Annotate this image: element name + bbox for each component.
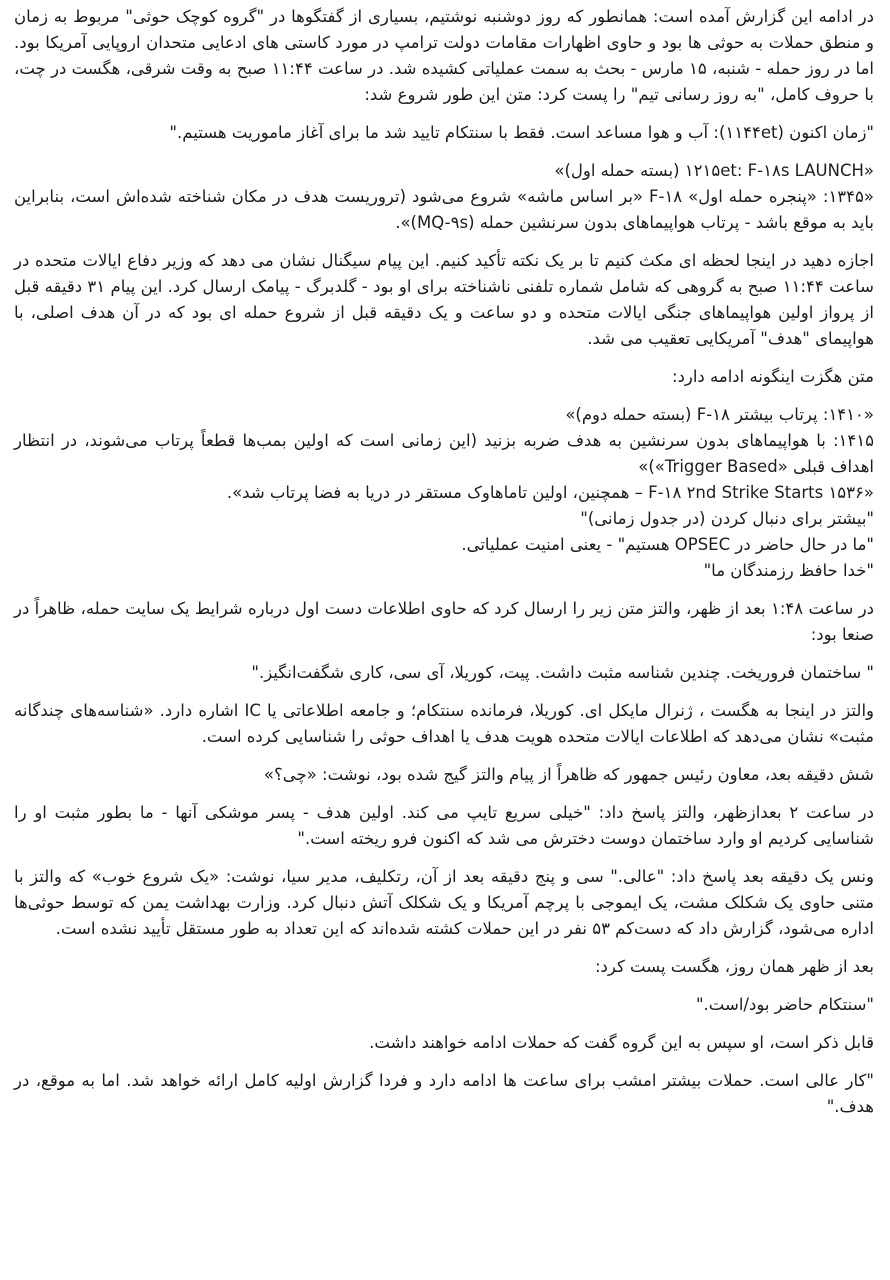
paragraph-timeline-first: «۱۲۱۵et: F-۱۸s LAUNCH (بسته حمله اول)» «۱۳۴۵: «پنجره حمله اول» F-۱۸ «بر اساس ماشه» شروع می‌شود (تروریست هدف در مکان شناخته شده‌اش است، بنابراین باید به موقع باشد - پرتاب هواپیماهای بدون سرنشین حمله (MQ-۹s)». — [14, 161, 874, 232]
paragraph-timeline-second: «۱۴۱۰: پرتاب بیشتر F-۱۸ (بسته حمله دوم)» ۱۴۱۵: با هواپیماهای بدون سرنشین به هدف ضربه بزنید (این زمانی است که اولین بمب‌ها قطعاً پرتاب می‌شوند، در انتظار اهداف قبلی «Trigger Based»)» «۱۵۳۶ F-۱۸ ۲nd Strike Starts – همچنین، اولین تاماهاوک مستقر در دریا به فضا پرتاب شد». "بیشتر برای دنبال کردن (در جدول زمانی)" "ما در حال حاضر در OPSEC هستیم" - یعنی امنیت عملیاتی. "خدا حافظ رزمندگان ما" — [14, 405, 874, 580]
paragraph-quote-building: " ساختمان فروریخت. چندین شناسه مثبت داشت. پیت، کوریلا، آی سی، کاری شگفت‌انگیز." — [251, 663, 874, 682]
paragraph-afternoon-post: بعد از ظهر همان روز، هگست پست کرد: — [594, 957, 874, 976]
paragraph-waltz-message: در ساعت ۱:۴۸ بعد از ظهر، والتز متن زیر را ارسال کرد که حاوی اطلاعات دست اول درباره شرایط یک سایت حمله، ظاهراً در صنعا بود: — [14, 599, 874, 644]
paragraph-explanation: والتز در اینجا به هگست ، ژنرال مایکل ای. کوریلا، فرمانده سنتکام؛ و جامعه اطلاعاتی یا IC اشاره دارد. «شناسه‌های چندگانه مثبت» نشان می‌دهد که اطلاعات ایالات متحده هویت هدف یا اهداف حوثی را شناسایی کرده است. — [14, 701, 874, 746]
paragraph-intro: در ادامه این گزارش آمده است: همانطور که روز دوشنبه نوشتیم، بسیاری از گفتگوها در "گروه کوچک حوثی" مربوط به زمان و منطق حملات به حوثی ها بود و حاوی اظهارات مقامات دولت ترامپ در مورد کاستی های ادعایی متحدان اروپایی آمریکا بود. اما در روز حمله - شنبه، ۱۵ مارس - بحث به سمت عملیاتی کشیده شد. در ساعت ۱۱:۴۴ صبح به وقت شرقی، هگست در چت، با حروف کامل، "به روز رسانی تیم" را پست کرد: متن این طور شروع شد: — [14, 7, 874, 104]
paragraph-analysis: اجازه دهید در اینجا لحظه ای مکث کنیم تا بر یک نکته تأکید کنیم. این پیام سیگنال نشان می دهد که وزیر دفاع ایالات متحده در ساعت ۱۱:۴۴ صبح به گروهی که شامل شماره تلفنی ناشناخته برای او بود - گلدبرگ - پیامک ارسال کرد. این پیام ۳۱ دقیقه قبل از پرواز اولین هواپیماهای جنگی ایالات متحده و دو ساعت و یک دقیقه قبل از شروع حمله ای بود که در آن هدف اصلی، با هواپیمای "هدف" آمریکایی تعقیب می شد. — [14, 251, 874, 348]
paragraph-continuation-intro: متن هگزت اینگونه ادامه دارد: — [671, 367, 874, 386]
paragraph-waltz-reply: در ساعت ۲ بعدازظهر، والتز پاسخ داد: "خیلی سریع تایپ می کند. اولین هدف - پسر موشکی آنها - ما بطور مثبت او را شناسایی کردیم او وارد ساختمان دوست دخترش می شد که اکنون فرو ریخته است." — [14, 803, 874, 848]
paragraph-quote-final: "کار عالی است. حملات بیشتر امشب برای ساعت ها ادامه دارد و فردا گزارش اولیه کامل ارائه خواهد شد. اما به موقع، در هدف." — [14, 1071, 874, 1116]
paragraph-quote-weather: "زمان اکنون (۱۱۴۴et): آب و هوا مساعد است. فقط با سنتکام تایید شد ما برای آغاز ماموریت هستیم." — [169, 123, 874, 142]
paragraph-vice-president: شش دقیقه بعد، معاون رئیس جمهور که ظاهراً از پیام والتز گیج شده بود، نوشت: «چی؟» — [263, 765, 874, 784]
paragraph-quote-centcom: "سنتکام حاضر بود/است." — [695, 995, 874, 1014]
paragraph-vance-reply: ونس یک دقیقه بعد پاسخ داد: "عالی." سی و پنج دقیقه بعد از آن، رتکلیف، مدیر سیا، نوشت: «یک شروع خوب» که والتز با متنی حاوی یک شکلک مشت، یک ایموجی با پرچم آمریکا و یک شکلک آتش دنبال کرد. وزارت بهداشت یمن که توسط حوثی‌ها اداره می‌شود، گزارش داد که دست‌کم ۵۳ نفر در این حملات کشته شده‌اند که این تعداد به طور مستقل تأیید نشده است. — [14, 867, 874, 938]
paragraph-notable: قابل ذکر است، او سپس به این گروه گفت که حملات ادامه خواهند داشت. — [369, 1033, 874, 1052]
